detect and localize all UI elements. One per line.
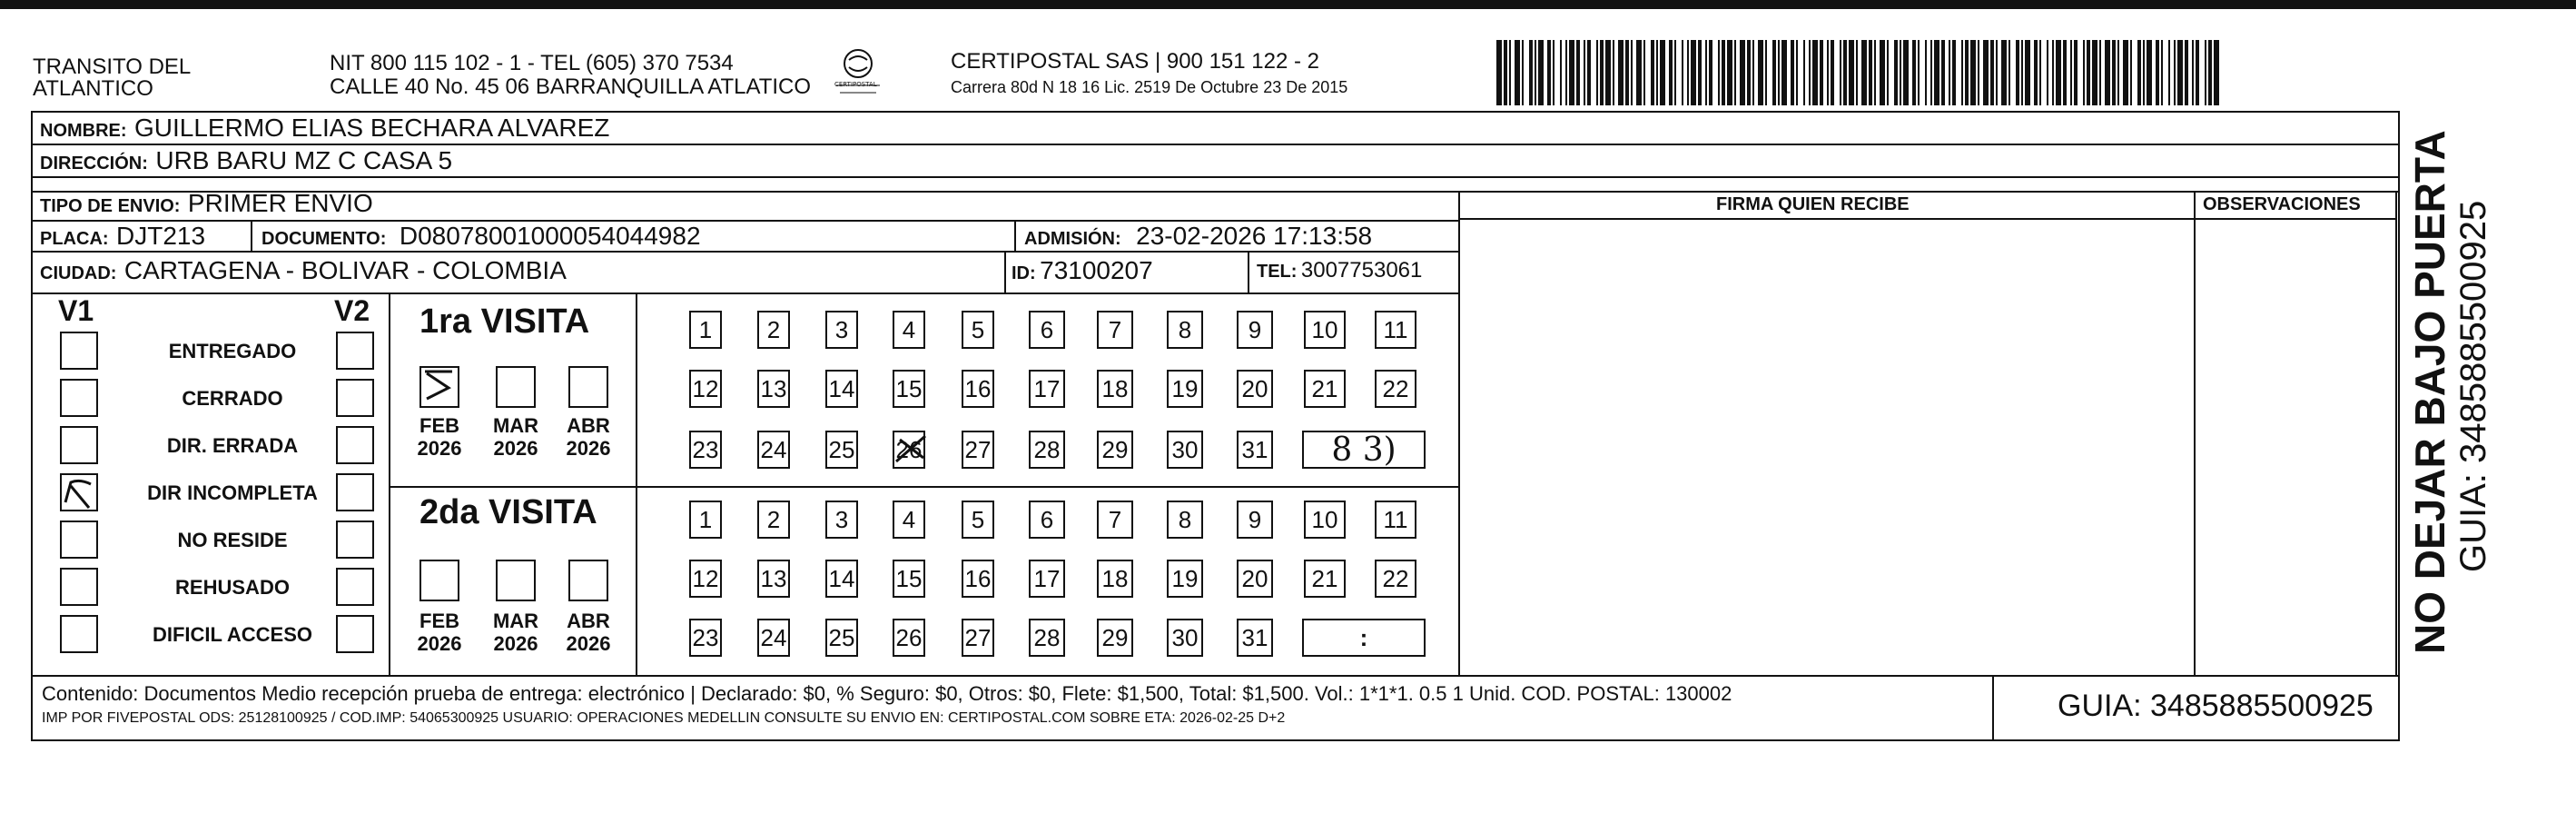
status-label-rehusado: REHUSADO	[175, 576, 290, 599]
first-visit-day-17[interactable]: 17	[1029, 370, 1065, 408]
v1-checkbox-dir-errada[interactable]	[60, 426, 98, 464]
first-visit-day-5[interactable]: 5	[962, 311, 994, 349]
barcode-bar	[1796, 40, 1798, 105]
second-visit-day-19[interactable]: 19	[1167, 560, 1203, 598]
barcode-bar	[1569, 40, 1574, 105]
barcode	[1496, 40, 2223, 105]
second-visit-day-6[interactable]: 6	[1029, 501, 1065, 539]
barcode-bar	[2123, 40, 2128, 105]
barcode-bar	[2092, 40, 2097, 105]
barcode-bar	[1718, 40, 1720, 105]
v1-header: V1	[58, 294, 94, 327]
second-visit-title: 2da VISITA	[419, 493, 597, 531]
admision-cell: ADMISIÓN: 23-02-2026 17:13:58	[1024, 222, 1373, 250]
first-visit-day-24[interactable]: 24	[757, 431, 790, 469]
first-visit-day-16[interactable]: 16	[962, 370, 994, 408]
barcode-bar	[2177, 40, 2183, 105]
barcode-bar	[1687, 40, 1689, 105]
barcode-bar	[1600, 40, 1604, 105]
barcode-bar	[2001, 40, 2007, 105]
barcode-bar	[1930, 40, 1932, 105]
v1-checkbox-no-reside[interactable]	[60, 521, 98, 559]
barcode-bar	[1625, 40, 1629, 105]
barcode-bar	[2185, 40, 2188, 105]
barcode-bar	[1674, 40, 1676, 105]
org-line1: TRANSITO DEL	[33, 55, 192, 79]
barcode-bar	[1576, 40, 1580, 105]
second-visit-day-1[interactable]: 1	[689, 501, 722, 539]
second-visit-day-27[interactable]: 27	[962, 619, 994, 657]
barcode-bar	[2156, 40, 2159, 105]
first-visit-day-11[interactable]: 11	[1375, 311, 1416, 349]
second-visit-day-28[interactable]: 28	[1029, 619, 1065, 657]
barcode-bar	[1970, 40, 1976, 105]
first-visit-day-20[interactable]: 20	[1237, 370, 1273, 408]
barcode-bar	[2016, 40, 2019, 105]
barcode-bar	[1840, 40, 1841, 105]
barcode-bar	[1758, 40, 1763, 105]
first-visit-day-13[interactable]: 13	[757, 370, 790, 408]
v1-checkbox-entregado[interactable]	[60, 332, 98, 370]
second-visit-day-25[interactable]: 25	[825, 619, 858, 657]
barcode-bar	[1918, 40, 1920, 105]
barcode-bar	[1912, 40, 1916, 105]
barcode-bar	[1596, 40, 1598, 105]
first-visit-month-abr-checkbox[interactable]	[568, 366, 608, 408]
barcode-bar	[1772, 40, 1776, 105]
org-line2: ATLANTICO	[33, 76, 153, 101]
status-label-dir-errada: DIR. ERRADA	[166, 434, 299, 457]
barcode-bar	[1605, 40, 1611, 105]
first-visit-month-feb-checkbox[interactable]	[419, 366, 459, 408]
v1-checkbox-dir-incompleta[interactable]	[60, 473, 98, 511]
barcode-bar	[1856, 40, 1858, 105]
form-outer-border	[31, 111, 2400, 741]
footer-print-line: IMP POR FIVEPOSTAL ODS: 25128100925 / COD.IMP: 54065300925 USUARIO: OPERACIONES MEDELLIN CONSULTE SU ENVIO EN: CERTIPOSTAL.COM SOBRE ETA: 2026-02-25 D+2	[42, 710, 1286, 726]
barcode-bar	[2083, 40, 2085, 105]
barcode-bar	[2143, 40, 2145, 105]
first-visit-day-8[interactable]: 8	[1167, 311, 1203, 349]
license-line: Carrera 80d N 18 16 Lic. 2519 De Octubre 23 De 2015	[951, 78, 1348, 96]
first-visit-day-31[interactable]: 31	[1237, 431, 1273, 469]
first-visit-day-22[interactable]: 22	[1375, 370, 1416, 408]
second-visit-day-8[interactable]: 8	[1167, 501, 1203, 539]
barcode-bar	[2147, 40, 2152, 105]
barcode-bar	[2192, 40, 2194, 105]
barcode-bar	[1691, 40, 1696, 105]
barcode-bar	[1560, 40, 1562, 105]
second-visit-day-9[interactable]: 9	[1237, 501, 1273, 539]
second-visit-day-7[interactable]: 7	[1097, 501, 1133, 539]
barcode-bar	[1504, 40, 1507, 105]
first-visit-day-30[interactable]: 30	[1167, 431, 1203, 469]
first-visit-day-14[interactable]: 14	[825, 370, 858, 408]
barcode-bar	[1529, 40, 1533, 105]
status-label-dificil-acceso: DIFICIL ACCESO	[152, 623, 312, 646]
first-visit-hour-box[interactable]: 8 3)	[1302, 431, 1426, 469]
company-line: CERTIPOSTAL SAS | 900 151 122 - 2	[951, 49, 1319, 74]
footer-guia-number: GUIA: 3485885500925	[2058, 689, 2374, 723]
barcode-bar	[1656, 40, 1658, 105]
barcode-bar	[1983, 40, 1989, 105]
barcode-bar	[1949, 40, 1950, 105]
second-visit-day-16[interactable]: 16	[962, 560, 994, 598]
handwritten-strike-mark	[893, 431, 929, 467]
barcode-bar	[1631, 40, 1633, 105]
first-visit-day-3[interactable]: 3	[825, 311, 858, 349]
v1-checkbox-rehusado[interactable]	[60, 568, 98, 606]
barcode-bar	[2130, 40, 2132, 105]
barcode-bar	[1636, 40, 1642, 105]
second-visit-day-3[interactable]: 3	[825, 501, 858, 539]
barcode-bar	[1651, 40, 1654, 105]
v2-checkbox-no-reside[interactable]	[336, 521, 374, 559]
first-visit-month-abr-label: ABR 2026	[566, 414, 611, 461]
barcode-bar	[2214, 40, 2219, 105]
second-visit-day-29[interactable]: 29	[1097, 619, 1133, 657]
second-visit-day-22[interactable]: 22	[1375, 560, 1416, 598]
barcode-bar	[2137, 40, 2141, 105]
first-visit-day-4[interactable]: 4	[893, 311, 925, 349]
second-visit-day-5[interactable]: 5	[962, 501, 994, 539]
barcode-bar	[1747, 40, 1751, 105]
observaciones-header: OBSERVACIONES	[2203, 194, 2361, 214]
barcode-bar	[1990, 40, 1994, 105]
address-line: CALLE 40 No. 45 06 BARRANQUILLA ATLATICO	[330, 74, 812, 99]
first-visit-day-6[interactable]: 6	[1029, 311, 1065, 349]
second-visit-day-18[interactable]: 18	[1097, 560, 1133, 598]
barcode-bar	[2174, 40, 2176, 105]
barcode-bar	[1941, 40, 1945, 105]
second-visit-day-4[interactable]: 4	[893, 501, 925, 539]
first-visit-day-1[interactable]: 1	[689, 311, 722, 349]
barcode-bar	[1978, 40, 1979, 105]
certipostal-logo: CERTIPOSTAL	[831, 45, 885, 98]
barcode-bar	[1820, 40, 1823, 105]
status-label-cerrado: CERRADO	[182, 387, 283, 410]
barcode-bar	[1734, 40, 1736, 105]
second-visit-day-14[interactable]: 14	[825, 560, 858, 598]
barcode-bar	[2070, 40, 2072, 105]
side-guia-text: GUIA: 3485885500925	[2453, 200, 2493, 572]
barcode-bar	[1809, 40, 1811, 105]
first-visit-day-9[interactable]: 9	[1237, 311, 1273, 349]
barcode-bar	[1812, 40, 1818, 105]
barcode-bar	[1791, 40, 1794, 105]
barcode-bar	[1522, 40, 1524, 105]
barcode-bar	[2105, 40, 2110, 105]
v2-checkbox-dificil-acceso[interactable]	[336, 615, 374, 653]
barcode-bar	[2112, 40, 2116, 105]
second-visit-day-2[interactable]: 2	[757, 501, 790, 539]
nit-line: NIT 800 115 102 - 1 - TEL (605) 370 7534	[330, 51, 734, 75]
first-visit-day-28[interactable]: 28	[1029, 431, 1065, 469]
barcode-bar	[1613, 40, 1614, 105]
direccion-row: DIRECCIÓN: URB BARU MZ C CASA 5	[40, 146, 453, 174]
firma-header: FIRMA QUIEN RECIBE	[1716, 194, 1910, 214]
barcode-bar	[1643, 40, 1645, 105]
side-warning-text: NO DEJAR BAJO PUERTA	[2406, 130, 2453, 654]
first-visit-month-mar-checkbox[interactable]	[496, 366, 536, 408]
barcode-bar	[1781, 40, 1787, 105]
v2-checkbox-rehusado[interactable]	[336, 568, 374, 606]
second-visit-day-11[interactable]: 11	[1375, 501, 1416, 539]
barcode-bar	[1538, 40, 1544, 105]
second-visit-day-21[interactable]: 21	[1304, 560, 1346, 598]
first-visit-day-18[interactable]: 18	[1097, 370, 1133, 408]
barcode-bar	[1831, 40, 1834, 105]
first-visit-title: 1ra VISITA	[419, 302, 590, 341]
first-visit-day-27[interactable]: 27	[962, 431, 994, 469]
barcode-bar	[2099, 40, 2101, 105]
first-visit-day-29[interactable]: 29	[1097, 431, 1133, 469]
barcode-bar	[1618, 40, 1624, 105]
barcode-bar	[2063, 40, 2067, 105]
v1-checkbox-cerrado[interactable]	[60, 379, 98, 417]
barcode-bar	[1740, 40, 1745, 105]
barcode-bar	[1903, 40, 1909, 105]
barcode-bar	[1709, 40, 1712, 105]
tipo-envio-row: TIPO DE ENVIO: PRIMER ENVIO	[40, 189, 373, 217]
barcode-bar	[1827, 40, 1829, 105]
first-visit-day-25[interactable]: 25	[825, 431, 858, 469]
barcode-bar	[1496, 40, 1502, 105]
second-visit-day-30[interactable]: 30	[1167, 619, 1203, 657]
barcode-bar	[1965, 40, 1969, 105]
second-visit-day-17[interactable]: 17	[1029, 560, 1065, 598]
barcode-bar	[1952, 40, 1956, 105]
barcode-bar	[1535, 40, 1536, 105]
second-visit-day-10[interactable]: 10	[1304, 501, 1346, 539]
id-cell: ID: 73100207	[1012, 256, 1153, 284]
first-visit-day-26[interactable]: 26	[893, 431, 925, 469]
second-visit-day-23[interactable]: 23	[689, 619, 722, 657]
barcode-bar	[1778, 40, 1780, 105]
barcode-bar	[1887, 40, 1889, 105]
v2-checkbox-dir-incompleta[interactable]	[336, 473, 374, 511]
barcode-bar	[2039, 40, 2041, 105]
barcode-bar	[1934, 40, 1939, 105]
barcode-bar	[2025, 40, 2030, 105]
barcode-bar	[1705, 40, 1707, 105]
status-label-entregado: ENTREGADO	[168, 340, 297, 362]
barcode-bar	[1925, 40, 1927, 105]
barcode-bar	[1587, 40, 1591, 105]
footer-content-line: Contenido: Documentos Medio recepción prueba de entrega: electrónico | Declarado: $0, % Seguro: $0, Otros: $0, Flete: $1,500, Total: $1,500. Vol.: 1*1*1. 0.5 1 Unid. COD. POSTAL: 130002	[42, 682, 1732, 705]
first-visit-day-10[interactable]: 10	[1304, 311, 1346, 349]
v2-checkbox-entregado[interactable]	[336, 332, 374, 370]
barcode-bar	[2008, 40, 2010, 105]
tel-cell: TEL: 3007753061	[1257, 258, 1423, 283]
placa-cell: PLACA: DJT213	[40, 222, 206, 250]
barcode-bar	[2161, 40, 2163, 105]
status-label-dir-incompleta: DIR INCOMPLETA	[147, 481, 318, 504]
barcode-bar	[1861, 40, 1867, 105]
v2-header: V2	[334, 294, 370, 327]
barcode-bar	[2056, 40, 2061, 105]
nombre-row: NOMBRE: GUILLERMO ELIAS BECHARA ALVAREZ	[40, 114, 610, 142]
barcode-bar	[1698, 40, 1702, 105]
documento-cell: DOCUMENTO: D08078001000054044982	[262, 222, 701, 250]
barcode-bar	[2208, 40, 2212, 105]
barcode-bar	[1565, 40, 1567, 105]
barcode-bar	[2117, 40, 2119, 105]
barcode-bar	[2052, 40, 2054, 105]
barcode-bar	[1803, 40, 1805, 105]
barcode-bar	[1849, 40, 1854, 105]
barcode-bar	[1869, 40, 1872, 105]
first-visit-day-19[interactable]: 19	[1167, 370, 1203, 408]
second-visit-day-31[interactable]: 31	[1237, 619, 1273, 657]
barcode-bar	[1509, 40, 1511, 105]
barcode-bar	[1765, 40, 1767, 105]
first-visit-day-7[interactable]: 7	[1097, 311, 1133, 349]
first-visit-day-12[interactable]: 12	[689, 370, 722, 408]
second-visit-month-mar-checkbox[interactable]	[496, 560, 536, 601]
barcode-bar	[2034, 40, 2038, 105]
barcode-bar	[2196, 40, 2199, 105]
second-visit-month-mar-label: MAR 2026	[492, 610, 539, 656]
barcode-bar	[2168, 40, 2170, 105]
barcode-bar	[1843, 40, 1847, 105]
handwritten-check-mark	[421, 368, 458, 406]
second-visit-day-24[interactable]: 24	[757, 619, 790, 657]
first-visit-day-21[interactable]: 21	[1304, 370, 1346, 408]
second-visit-day-13[interactable]: 13	[757, 560, 790, 598]
barcode-bar	[2021, 40, 2023, 105]
barcode-bar	[1584, 40, 1585, 105]
ciudad-cell: CIUDAD: CARTAGENA - BOLIVAR - COLOMBIA	[40, 256, 567, 284]
v2-checkbox-dir-errada[interactable]	[336, 426, 374, 464]
first-visit-month-mar-label: MAR 2026	[492, 414, 539, 461]
barcode-bar	[1880, 40, 1885, 105]
first-visit-month-feb-label: FEB 2026	[417, 414, 462, 461]
barcode-bar	[2205, 40, 2206, 105]
first-visit-day-15[interactable]: 15	[893, 370, 925, 408]
scan-top-edge	[0, 0, 2576, 9]
second-visit-month-feb-checkbox[interactable]	[419, 560, 459, 601]
barcode-bar	[1722, 40, 1725, 105]
status-label-no-reside: NO RESIDE	[177, 529, 288, 551]
barcode-bar	[1874, 40, 1876, 105]
barcode-bar	[2074, 40, 2078, 105]
v2-checkbox-cerrado[interactable]	[336, 379, 374, 417]
second-visit-day-15[interactable]: 15	[893, 560, 925, 598]
v1-checkbox-dificil-acceso[interactable]	[60, 615, 98, 653]
second-visit-month-abr-label: ABR 2026	[566, 610, 611, 656]
second-visit-day-26[interactable]: 26	[893, 619, 925, 657]
first-visit-day-23[interactable]: 23	[689, 431, 722, 469]
barcode-bar	[1961, 40, 1963, 105]
barcode-bar	[1752, 40, 1754, 105]
barcode-bar	[1669, 40, 1673, 105]
second-visit-month-abr-checkbox[interactable]	[568, 560, 608, 601]
barcode-bar	[2087, 40, 2090, 105]
handwritten-check-mark	[62, 475, 96, 510]
second-visit-month-feb-label: FEB 2026	[417, 610, 462, 656]
barcode-bar	[1547, 40, 1551, 105]
first-visit-day-2[interactable]: 2	[757, 311, 790, 349]
barcode-bar	[1660, 40, 1665, 105]
second-visit-day-20[interactable]: 20	[1237, 560, 1273, 598]
barcode-bar	[1727, 40, 1732, 105]
second-visit-hour-box[interactable]: :	[1302, 619, 1426, 657]
barcode-bar	[1894, 40, 1898, 105]
barcode-bar	[1515, 40, 1520, 105]
barcode-bar	[1996, 40, 1998, 105]
barcode-bar	[1553, 40, 1554, 105]
second-visit-day-12[interactable]: 12	[689, 560, 722, 598]
barcode-bar	[2047, 40, 2048, 105]
barcode-bar	[1682, 40, 1683, 105]
barcode-bar	[1900, 40, 1901, 105]
